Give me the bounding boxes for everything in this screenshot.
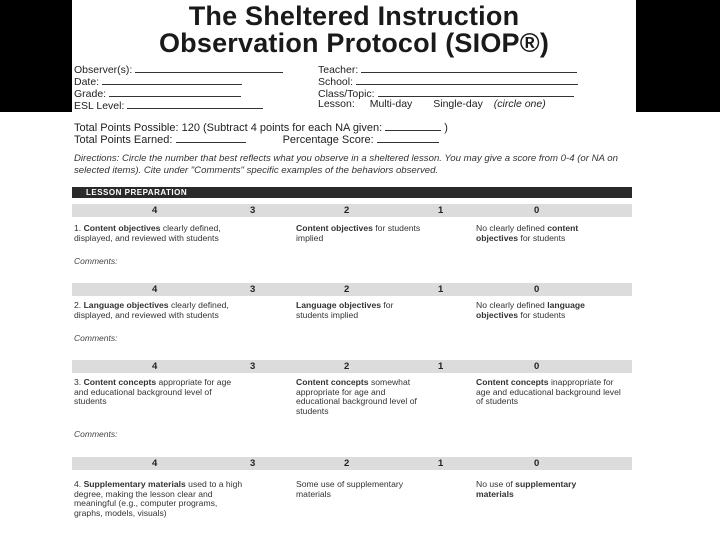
score-1[interactable]: 1 — [438, 361, 444, 372]
item-4-low — [476, 480, 616, 499]
item-2-mid — [296, 301, 426, 320]
circle-one-note: (circle one) — [493, 98, 546, 110]
item-3-mid-key: Content concepts — [296, 377, 369, 387]
item-3-comments: Comments: — [74, 429, 118, 439]
item-number: 3. — [74, 377, 82, 387]
dark-margin-left — [0, 0, 72, 112]
score-0[interactable]: 0 — [534, 284, 540, 295]
score-2[interactable]: 2 — [344, 361, 350, 372]
directions-text: Directions: Circle the number that best reflects what you observe in a sheltered lesson. You may give a score from 0-4 (or NA on selected items). Cite under "Comments" specific examples of the behaviors observed. — [74, 153, 618, 176]
item-2-low-desc: for students — [518, 309, 566, 320]
score-scale-row — [72, 360, 632, 373]
item-2-low — [476, 301, 616, 320]
siop-document-page — [72, 0, 636, 540]
item-number: 1. — [74, 223, 82, 233]
class-topic-label: Class/Topic: — [318, 88, 375, 100]
item-3-mid — [296, 378, 426, 416]
class-topic-blank — [378, 86, 574, 97]
grade-blank — [109, 86, 241, 97]
item-4-mid-desc: Some use of supplementary materials — [296, 479, 404, 499]
score-2[interactable]: 2 — [344, 458, 350, 469]
item-1-high-desc: clearly defined, displayed, and reviewed with students — [74, 223, 221, 243]
observer-blank — [135, 62, 283, 73]
section-header-lesson-preparation: LESSON PREPARATION — [72, 187, 632, 198]
item-2-high-key: Language objectives — [83, 300, 169, 310]
item-3-low-desc: inappropriate for age and educational background level of students — [476, 377, 621, 407]
document-title-line-2: Observation Protocol (SIOP®) — [158, 28, 550, 58]
item-3-low-key: Content concepts — [476, 377, 549, 387]
school-blank — [356, 74, 578, 85]
earned-blank — [176, 132, 246, 143]
score-1[interactable]: 1 — [438, 284, 444, 295]
score-2[interactable]: 2 — [344, 284, 350, 295]
item-2-low-pre: No clearly defined — [476, 300, 548, 310]
percentage-blank — [377, 132, 439, 143]
grade-label: Grade: — [74, 88, 107, 100]
school-label: School: — [318, 76, 354, 88]
score-0[interactable]: 0 — [534, 458, 540, 469]
item-1-high-key: Content objectives — [83, 223, 161, 233]
score-scale-row — [72, 204, 632, 217]
score-4[interactable]: 4 — [152, 205, 158, 216]
item-3-high — [74, 378, 234, 407]
lesson-field — [318, 98, 546, 110]
score-3[interactable]: 3 — [250, 361, 256, 372]
item-3-mid-desc: somewhat appropriate for age and educational background level of students — [296, 377, 417, 416]
score-4[interactable]: 4 — [152, 284, 158, 295]
item-number: 4. — [74, 479, 82, 489]
score-1[interactable]: 1 — [438, 458, 444, 469]
lesson-single-day: Single-day — [433, 98, 483, 110]
percentage-label: Percentage Score: — [282, 134, 374, 146]
item-4-low-key: supplementary materials — [476, 479, 577, 499]
item-1-high — [74, 224, 234, 243]
esl-level-blank — [127, 98, 263, 109]
score-3[interactable]: 3 — [250, 284, 256, 295]
item-3-high-key: Content concepts — [83, 377, 157, 387]
score-scale-row — [72, 283, 632, 296]
score-4[interactable]: 4 — [152, 361, 158, 372]
score-0[interactable]: 0 — [534, 205, 540, 216]
teacher-label: Teacher: — [318, 64, 359, 76]
item-1-low-pre: No clearly defined — [476, 223, 548, 233]
item-2-mid-key: Language objectives — [296, 300, 382, 310]
item-3-high-desc: appropriate for age and educational background level of students — [74, 377, 232, 407]
item-1-low-desc: for students — [518, 232, 566, 243]
total-possible-close: ) — [444, 122, 448, 134]
item-1-low — [476, 224, 616, 243]
item-2-high-desc: clearly defined, displayed, and reviewed with students — [74, 300, 229, 320]
esl-level-field — [74, 98, 263, 112]
item-1-mid-key: Content objectives — [296, 223, 373, 233]
item-4-mid — [296, 480, 436, 499]
total-earned-label: Total Points Earned: — [74, 134, 173, 146]
item-4-low-pre: No use of — [476, 479, 516, 489]
item-4-high-key: Supplementary materials — [83, 479, 186, 489]
na-count-blank — [385, 120, 441, 131]
document-title-line-1: The Sheltered Instruction — [188, 1, 520, 31]
teacher-blank — [361, 62, 577, 73]
item-2-low-key: language objectives — [476, 300, 585, 320]
item-1-mid — [296, 224, 426, 243]
item-1-low-key: content objectives — [476, 223, 579, 243]
lesson-multi-day: Multi-day — [369, 98, 413, 110]
item-4-high — [74, 480, 244, 518]
item-number: 2. — [74, 300, 82, 310]
esl-level-label: ESL Level: — [74, 100, 125, 112]
total-points-earned — [74, 132, 439, 146]
item-2-mid-desc: for students implied — [296, 300, 394, 320]
score-3[interactable]: 3 — [250, 458, 256, 469]
item-1-comments: Comments: — [74, 256, 118, 266]
item-2-comments: Comments: — [74, 333, 118, 343]
score-2[interactable]: 2 — [344, 205, 350, 216]
item-3-low — [476, 378, 626, 407]
date-blank — [102, 74, 242, 85]
score-3[interactable]: 3 — [250, 205, 256, 216]
item-4-high-desc: used to a high degree, making the lesson clear and meaningful (e.g., computer programs, graphs, models, visuals) — [74, 479, 243, 518]
date-label: Date: — [74, 76, 100, 88]
score-scale-row — [72, 457, 632, 470]
item-2-high — [74, 301, 234, 320]
dark-margin-right — [636, 0, 720, 112]
score-1[interactable]: 1 — [438, 205, 444, 216]
score-0[interactable]: 0 — [534, 361, 540, 372]
score-4[interactable]: 4 — [152, 458, 158, 469]
lesson-label: Lesson: — [318, 98, 355, 110]
item-1-mid-desc: for students implied — [296, 223, 421, 243]
observer-label: Observer(s): — [74, 64, 133, 76]
total-possible-label: Total Points Possible: 120 (Subtract 4 points for each NA given: — [74, 122, 383, 134]
